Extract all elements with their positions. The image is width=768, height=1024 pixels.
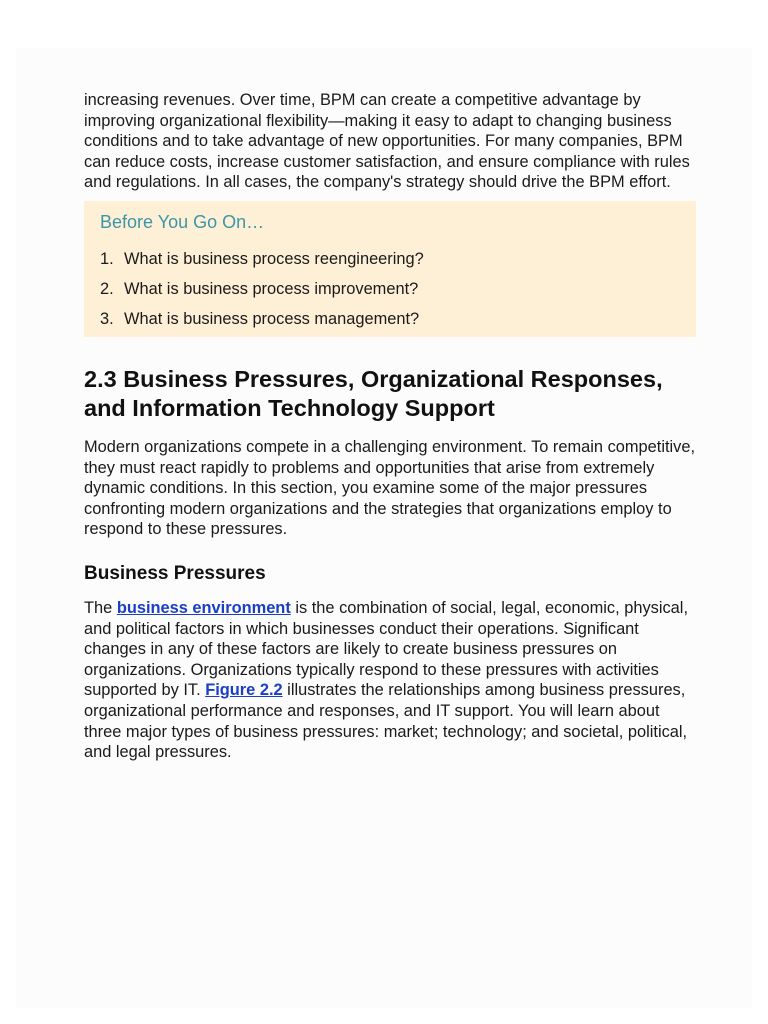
paragraph-text-end: illustrates the relationships among business pressures, organizational performance and responses, and IT support. You will learn about three major types of business pressures: market; technology; and societal, political, and legal pressures. (84, 681, 688, 762)
question-number: 1. (100, 249, 114, 268)
review-question-item (100, 249, 680, 269)
review-question-item (100, 309, 680, 329)
figure-2-2-link[interactable]: Figure 2.2 (205, 681, 283, 700)
paragraph-text-start: The (84, 598, 117, 617)
business-pressures-paragraph (84, 598, 696, 763)
business-environment-link[interactable]: business environment (116, 598, 291, 617)
question-number: 3. (100, 309, 114, 328)
question-number: 2. (100, 279, 114, 298)
before-you-go-on-box (84, 201, 696, 337)
review-question-item (100, 279, 680, 299)
section-paragraph: Modern organizations compete in a challenging environment. To remain competitive, they must react rapidly to problems and opportunities that arise from extremely dynamic conditions. In this section, you examine some of the major pressures confronting modern organizations and the strategies that organizations employ to respond to these pressures. (84, 437, 696, 539)
subsection-heading: Business Pressures (84, 562, 266, 584)
document-page (16, 48, 752, 1008)
intro-paragraph: increasing revenues. Over time, BPM can create a competitive advantage by improving organizational flexibility—making it easy to adapt to changing business conditions and to take advantage of new opportunities. For many companies, BPM can reduce costs, increase customer satisfaction, and ensure compliance with rules and regulations. In all cases, the company's strategy should drive the BPM effort. (84, 91, 690, 192)
document-content (84, 90, 696, 763)
question-text: What is business process reengineering? (124, 249, 424, 268)
question-text: What is business process management? (124, 309, 420, 328)
paragraph-text-middle: is the combination of social, legal, economic, physical, and political factors in which businesses conduct their operations. Significant changes in any of these factors are likely to create business pressures on organizations. Organizations typically respond to these pressures with activities supported by IT. (84, 598, 688, 700)
question-text: What is business process improvement? (124, 279, 419, 298)
section-heading: 2.3 Business Pressures, Organizational Responses, and Information Technology Support (84, 365, 663, 421)
review-question-list (100, 249, 680, 329)
callout-title: Before You Go On… (100, 211, 265, 232)
